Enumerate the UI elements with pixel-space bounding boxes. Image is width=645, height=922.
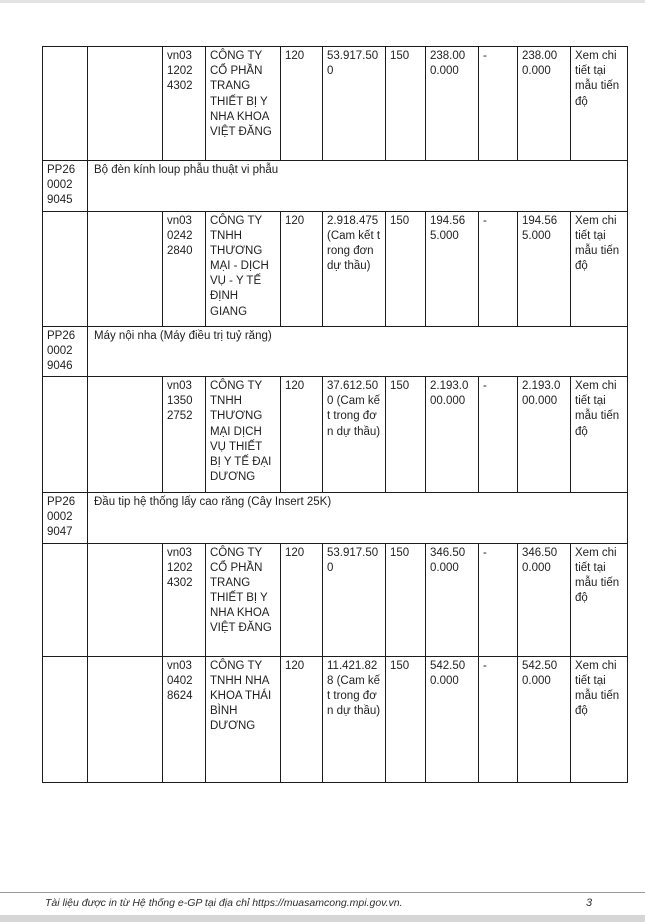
supplier-code-cell: vn03 1350 2752 [163, 377, 206, 493]
progress-note-cell: Xem chi tiết tại mẫu tiến độ [571, 543, 628, 656]
lot-name-cell: Máy nội nha (Máy điều trị tuỷ răng) [88, 326, 628, 377]
qty-cell: 120 [281, 47, 323, 161]
progress-note-cell: Xem chi tiết tại mẫu tiến độ [571, 211, 628, 326]
award-price-cell: 194.565.000 [518, 211, 571, 326]
award-price-cell: 542.500.000 [518, 656, 571, 782]
cell-blank-a [43, 656, 88, 782]
supplier-code-cell: vn03 1202 4302 [163, 543, 206, 656]
lot-code-cell: PP26 0002 9046 [43, 326, 88, 377]
cell-blank-a [43, 543, 88, 656]
lot-code-cell: PP26 0002 9045 [43, 161, 88, 212]
lot-code-cell: PP26 0002 9047 [43, 493, 88, 544]
footer-divider [0, 892, 645, 893]
cell-blank-b [88, 656, 163, 782]
award-price-cell: 346.500.000 [518, 543, 571, 656]
bid-row [43, 47, 628, 161]
qty-cell: 120 [281, 377, 323, 493]
progress-note-cell: Xem chi tiết tại mẫu tiến độ [571, 656, 628, 782]
procurement-results-table [42, 46, 628, 783]
supplier-name-cell: CÔNG TY TNHH THƯƠNG MẠI DỊCH VỤ THIẾT BỊ Y TẾ ĐẠI DƯƠNG [206, 377, 281, 493]
dash-cell: - [479, 211, 518, 326]
unit-price-cell: 53.917.500 [323, 47, 386, 161]
cell-blank-b [88, 211, 163, 326]
qty2-cell: 150 [386, 377, 426, 493]
footer-note: Tài liệu được in từ Hệ thống e-GP tại địa chỉ https://muasamcong.mpi.gov.vn. [45, 897, 403, 909]
cell-blank-b [88, 543, 163, 656]
qty-cell: 120 [281, 656, 323, 782]
bid-row [43, 377, 628, 493]
dash-cell: - [479, 377, 518, 493]
unit-price-cell: 11.421.828 (Cam kết trong đơn dự thầu) [323, 656, 386, 782]
supplier-code-cell: vn03 0242 2840 [163, 211, 206, 326]
qty-cell: 120 [281, 543, 323, 656]
cell-blank-b [88, 377, 163, 493]
package-price-cell: 238.000.000 [426, 47, 479, 161]
supplier-name-cell: CÔNG TY CỔ PHẦN TRANG THIẾT BỊ Y NHA KHOA VIỆT ĐĂNG [206, 543, 281, 656]
page-top-edge [0, 0, 645, 3]
package-price-cell: 194.565.000 [426, 211, 479, 326]
supplier-name-cell: CÔNG TY CỔ PHẦN TRANG THIẾT BỊ Y NHA KHOA VIỆT ĐĂNG [206, 47, 281, 161]
lot-name-cell: Bộ đèn kính loup phẫu thuật vi phẫu [88, 161, 628, 212]
progress-note-cell: Xem chi tiết tại mẫu tiến độ [571, 377, 628, 493]
supplier-name-cell: CÔNG TY TNHH THƯƠNG MẠI - DỊCH VỤ - Y TẾ ĐỊNH GIANG [206, 211, 281, 326]
page-bottom-edge [0, 915, 645, 922]
package-price-cell: 2.193.000.000 [426, 377, 479, 493]
qty2-cell: 150 [386, 47, 426, 161]
bid-row [43, 543, 628, 656]
qty2-cell: 150 [386, 211, 426, 326]
progress-note-cell: Xem chi tiết tại mẫu tiến độ [571, 47, 628, 161]
dash-cell: - [479, 47, 518, 161]
package-price-cell: 542.500.000 [426, 656, 479, 782]
dash-cell: - [479, 656, 518, 782]
procurement-table-body [43, 47, 628, 783]
supplier-code-cell: vn03 0402 8624 [163, 656, 206, 782]
bid-row [43, 211, 628, 326]
unit-price-cell: 53.917.500 [323, 543, 386, 656]
dash-cell: - [479, 543, 518, 656]
lot-row [43, 493, 628, 544]
page-number: 3 [586, 897, 593, 909]
award-price-cell: 2.193.000.000 [518, 377, 571, 493]
unit-price-cell: 37.612.500 (Cam kết trong đơn dự thầu) [323, 377, 386, 493]
bid-row [43, 656, 628, 782]
qty-cell: 120 [281, 211, 323, 326]
cell-blank-a [43, 47, 88, 161]
supplier-name-cell: CÔNG TY TNHH NHA KHOA THÁI BÌNH DƯƠNG [206, 656, 281, 782]
cell-blank-a [43, 377, 88, 493]
package-price-cell: 346.500.000 [426, 543, 479, 656]
cell-blank-b [88, 47, 163, 161]
supplier-code-cell: vn03 1202 4302 [163, 47, 206, 161]
qty2-cell: 150 [386, 656, 426, 782]
qty2-cell: 150 [386, 543, 426, 656]
unit-price-cell: 2.918.475 (Cam kết trong đơn dự thầu) [323, 211, 386, 326]
cell-blank-a [43, 211, 88, 326]
lot-name-cell: Đầu tip hệ thống lấy cao răng (Cây Insert 25K) [88, 493, 628, 544]
award-price-cell: 238.000.000 [518, 47, 571, 161]
lot-row [43, 326, 628, 377]
lot-row [43, 161, 628, 212]
